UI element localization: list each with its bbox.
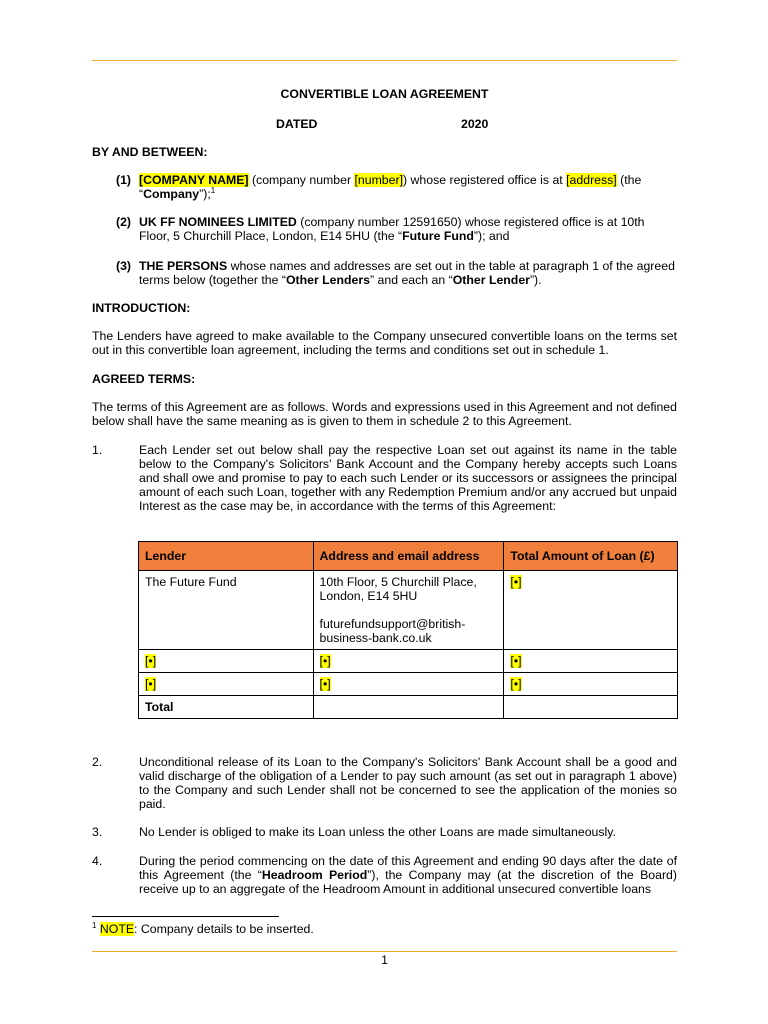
clause-3-text: No Lender is obliged to make its Loan unless the other Loans are made simultaneously. [139,825,616,839]
address-cell: 10th Floor, 5 Churchill Place, London, E14 5HU futurefundsupport@british-business-bank.co.uk [313,571,504,650]
header-address: Address and email address [313,542,504,571]
party-2-number: (2) [116,215,132,229]
total-address-cell [313,696,504,719]
header-amount: Total Amount of Loan (£) [504,542,678,571]
footnote-separator [92,916,279,917]
lender-cell: [•] [139,650,314,673]
clause-4-text: During the period commencing on the date of this Agreement and ending 90 days after the date of this Agreement (the “Headroom Period”), the Company may (at the discretion of the Board) receive up to an aggregate of the Headroom Amount in additional unsecured convertible loans [139,854,677,896]
by-and-between-heading: BY AND BETWEEN: [92,145,208,159]
table-header-row [139,542,678,571]
dated-label: DATED [276,117,318,131]
clause-2-text: Unconditional release of its Loan to the Company's Solicitors' Bank Account shall be a good and valid discharge of the obligation of a Lender to pay such amount (as set out in paragraph 1 above) to the Company and such Lender shall not be concerned to see the application of the monies so paid. [139,755,677,811]
document-title: CONVERTIBLE LOAN AGREEMENT [280,87,489,101]
clause-3-number: 3. [92,825,103,839]
clause-1-number: 1. [92,443,103,457]
agreed-terms-text: The terms of this Agreement are as follows. Words and expressions used in this Agreement and not defined below shall have the same meaning as is given to them in schedule 2 to this Agreement. [92,400,677,428]
party-3-text: THE PERSONS whose names and addresses are set out in the table at paragraph 1 of the agreed terms below (together the “Other Lenders” and each an “Other Lender”). [139,259,675,287]
clause-2-number: 2. [92,755,103,769]
party-1-number: (1) [116,173,132,187]
table-total-row [139,696,678,719]
header-rule [92,60,677,61]
footnote-reference: 1 [210,185,216,195]
company-name-placeholder: [COMPANY NAME] [139,173,249,187]
lender-cell: [•] [139,673,314,696]
address-placeholder: [address] [566,173,617,187]
party-1-text: [COMPANY NAME] (company number [number]) whose registered office is at [address] (the “Company”);$^1$ [139,173,642,201]
footnote: $^1$ NOTE: Company details to be inserted. [92,920,314,936]
address-cell: [•] [313,650,504,673]
footnote-note-label: NOTE [99,922,135,936]
address-cell: [•] [313,673,504,696]
page-number: 1 [381,953,388,967]
table-row [139,650,678,673]
dated-year: 2020 [461,117,489,131]
clause-1-text: Each Lender set out below shall pay the respective Loan set out against its name in the table below to the Company's Solicitors' Bank Account and the Company hereby accepts such Loans and shall owe and promise to pay to each such Lender or its successors or assignees the principal amount of each such Loan, together with any Redemption Premium and/or any accrued but unpaid Interest as the case may be, in accordance with the terms of this Agreement: [139,443,677,513]
introduction-heading: INTRODUCTION: [92,301,191,315]
amount-cell: [•] [504,673,678,696]
lender-cell: The Future Fund [139,571,314,650]
party-2-text: UK FF NOMINEES LIMITED (company number 12591650) whose registered office is at 10th Floor, 5 Churchill Place, London, E14 5HU (the “Future Fund”); and [139,215,645,243]
loan-table [138,541,678,719]
table-row [139,571,678,650]
amount-cell: [•] [504,650,678,673]
footnote-number: 1 [92,920,97,930]
amount-cell: [•] [504,571,678,650]
table-row [139,673,678,696]
introduction-text: The Lenders have agreed to make available to the Company unsecured convertible loans on the terms set out in this convertible loan agreement, including the terms and conditions set out in schedule 1. [92,329,677,357]
total-amount-cell [504,696,678,719]
header-lender: Lender [139,542,314,571]
clause-4-number: 4. [92,854,103,868]
footer-rule [92,951,677,952]
number-placeholder: [number] [354,173,403,187]
agreed-terms-heading: AGREED TERMS: [92,372,196,386]
party-3-number: (3) [116,259,132,273]
total-label: Total [139,696,314,719]
